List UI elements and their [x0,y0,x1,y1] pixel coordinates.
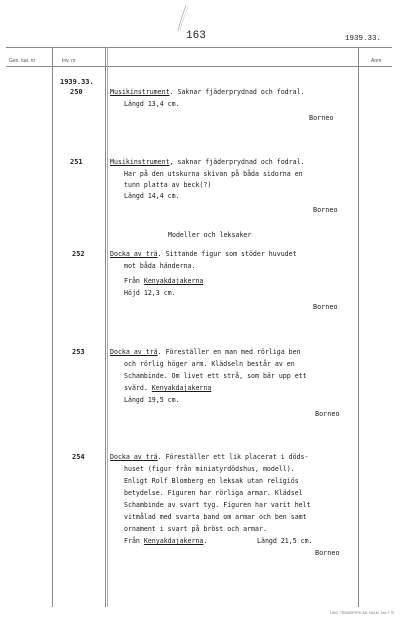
entry-line [110,88,305,96]
entry-line [110,250,297,258]
printer-footer: LIND. TRUMSPRTK AB. HALM. 444 9 70 [330,611,395,615]
entry-number: 252 [72,250,85,258]
entry-number: 251 [70,158,83,166]
column-divider [52,47,53,607]
entry-line: Schambinde. Om livet ett strå, som bär upp ett [124,372,307,380]
entry-line [124,537,207,545]
entry-number: 254 [72,453,85,461]
from-group: Kenyakdajakerna [143,537,204,545]
entry-line: tunn platta av beck(?) [124,181,212,189]
entry-line: huset (figur från miniatyrdödshus, modell). [124,465,295,473]
entry-line [110,158,305,166]
from-prefix: Från [124,537,144,545]
entry-line [124,384,211,392]
header-bottom-rule [6,66,392,67]
entry-place: Borneo [315,549,340,557]
entry-number: 253 [72,348,85,356]
sword-prefix: svärd. [124,384,152,392]
entry-title: Docka av trä [110,453,158,461]
entry-line: Längd 14,4 cm. [124,192,180,200]
sword-group: Kenyakdajakerna [151,384,212,392]
entry-line: Har på den utskurna skivan på båda sidorna en [124,170,303,178]
entry-title: Docka av trä [110,348,158,356]
column-divider [358,47,359,607]
entry-line [124,277,203,285]
entry-place: Borneo [315,410,340,418]
entry-line: Längd 19,5 cm. [124,396,180,404]
entry-place: Borneo [313,206,338,214]
entry-line: och rörlig höger arm. Klädseln består av en [124,360,295,368]
column-divider [107,47,108,607]
entry-line: Enligt Rolf Blomberg en leksak utan religiös [124,477,299,485]
entry-place: Borneo [313,303,338,311]
entry-number: 250 [70,88,83,96]
entry-title: Musikinstrument [110,158,170,166]
entry-title: Docka av trä [110,250,158,258]
entry-length: Längd 21,5 cm. [257,537,313,545]
entry-line [110,348,301,356]
entry-line [110,453,309,461]
header-top-rule [6,47,392,48]
column-header-inv-nr: Inv. nr [62,58,76,64]
entry-line: ornament i svart på bröst och armar. [124,525,267,533]
entry-line: betydelse. Figuren har rörliga armar. Klädsel [124,489,303,497]
entry-title: Musikinstrument [110,88,170,96]
entry-line: Schambinde av svart tyg. Figuren har varit helt [124,501,311,509]
entry-line: mot båda händerna. [124,262,196,270]
entry-line: vitmålad med svarta band om armar och ben samt [124,513,307,521]
header-year: 1939.33. [345,35,382,43]
page-number: 163 [186,30,206,42]
entry-title-rest: , saknar fjäderprydnad och fodral. [169,158,305,166]
column-header-anm: Anm. [371,58,383,64]
entry-title-rest: . Föreställer en man med rörliga ben [157,348,301,356]
from-prefix: Från [124,277,144,285]
entry-title-rest: . Sittande figur som stöder huvudet [157,250,297,258]
column-header-gen-kat-nr: Gen. kat. nr [9,58,36,64]
from-suffix: . [203,537,208,545]
column-divider [105,47,106,607]
entry-line: Längd 13,4 cm. [124,100,180,108]
entry-title-rest: . Saknar fjäderprydnad och fodral. [169,88,305,96]
entry-place: Borneo [309,114,334,122]
entry-title-rest: . Föreställer ett lik placerat i döds- [157,453,309,461]
section-heading: Modeller och leksaker [168,231,252,239]
year-label: 1939.33. [60,78,94,86]
from-group: Kenyakdajakerna [143,277,204,285]
entry-line: Höjd 12,3 cm. [124,289,176,297]
